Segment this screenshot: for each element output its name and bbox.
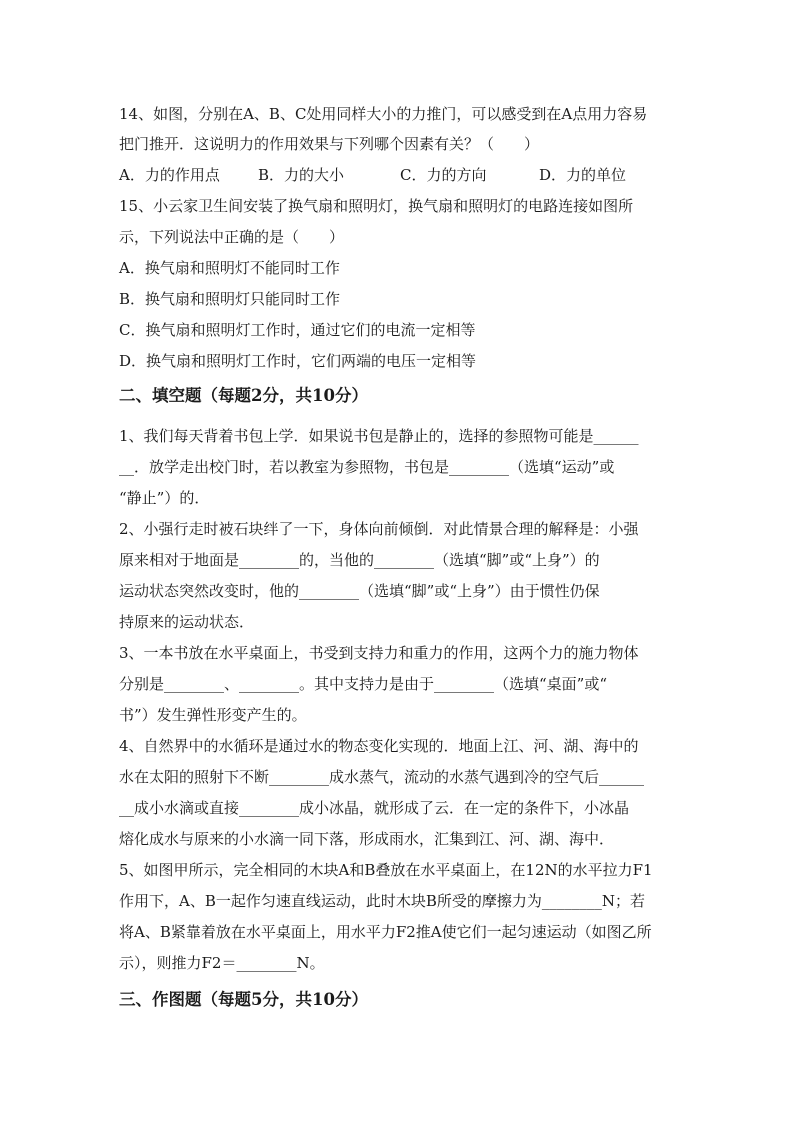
fill-blank-line: 4、自然界中的水循环是通过水的物态变化实现的．地面上江、河、湖、海中的: [119, 737, 639, 755]
fill-blank-line: 水在太阳的照射下不断________成水蒸气，流动的水蒸气遇到冷的空气后______: [119, 768, 645, 786]
fill-blank-line: 持原来的运动状态．: [119, 613, 255, 631]
fill-blank-line: 书”）发生弹性形变产生的。: [119, 706, 307, 724]
fill-blank-line: “静止”）的．: [119, 489, 210, 507]
question-14-options: [119, 165, 626, 185]
section-3-heading: 三、作图题（每题5分，共10分）: [119, 990, 368, 1009]
fill-blank-line: __成小水滴或直接________成小冰晶，就形成了云．在一定的条件下，小冰晶: [119, 799, 630, 817]
fill-blank-line: __．放学走出校门时，若以教室为参照物，书包是________（选填“运动”或: [119, 458, 615, 476]
question-14-line-2: 把门推开．这说明力的作用效果与下列哪个因素有关？（ ）: [119, 135, 540, 153]
fill-blank-line: 3、一本书放在水平桌面上，书受到支持力和重力的作用，这两个力的施力物体: [119, 644, 639, 662]
section-2-heading: 二、填空题（每题2分，共10分）: [119, 386, 368, 405]
fill-blank-line: 原来相对于地面是________的，当他的________（选填“脚”或“上身”）的: [119, 551, 600, 569]
fill-blank-line: 作用下，A、B一起作匀速直线运动，此时木块B所受的摩擦力为________N；若: [119, 892, 646, 910]
fill-blank-line: 1、我们每天背着书包上学．如果说书包是静止的，选择的参照物可能是______: [119, 427, 639, 445]
fill-blank-line: 分别是________、________。其中支持力是由于________（选填“桌面”或“: [119, 675, 608, 693]
option-b: B．力的大小: [258, 166, 345, 184]
option-c: C．力的方向: [400, 166, 487, 184]
option-a: A．力的作用点: [119, 166, 220, 184]
question-14-line-1: 14、如图，分别在A、B、C处用同样大小的力推门，可以感受到在A点用力容易: [119, 105, 648, 123]
fill-blank-line: 示），则推力F2＝________N。: [119, 954, 325, 972]
question-15-line-1: 15、小云家卫生间安装了换气扇和照明灯，换气扇和照明灯的电路连接如图所: [119, 197, 634, 215]
fill-blank-line: 5、如图甲所示，完全相同的木块A和B叠放在水平桌面上，在12N的水平拉力F1: [119, 861, 653, 879]
question-15-option-b: B．换气扇和照明灯只能同时工作: [119, 290, 341, 308]
fill-blank-line: 2、小强行走时被石块绊了一下，身体向前倾倒．对此情景合理的解释是：小强: [119, 520, 639, 538]
question-15-line-2: 示，下列说法中正确的是（ ）: [119, 228, 345, 246]
option-d: D．力的单位: [539, 166, 627, 184]
fill-blank-line: 运动状态突然改变时，他的________（选填“脚”或“上身”）由于惯性仍保: [119, 582, 600, 600]
fill-blank-line: 熔化成水与原来的小水滴一同下落，形成雨水，汇集到江、河、湖、海中．: [119, 830, 615, 848]
question-15-option-c: C．换气扇和照明灯工作时，通过它们的电流一定相等: [119, 321, 476, 339]
question-15-option-d: D．换气扇和照明灯工作时，它们两端的电压一定相等: [119, 352, 477, 370]
question-15-option-a: A．换气扇和照明灯不能同时工作: [119, 259, 340, 277]
fill-blank-line: 将A、B紧靠着放在水平桌面上，用水平力F2推A使它们一起匀速运动（如图乙所: [119, 923, 652, 941]
